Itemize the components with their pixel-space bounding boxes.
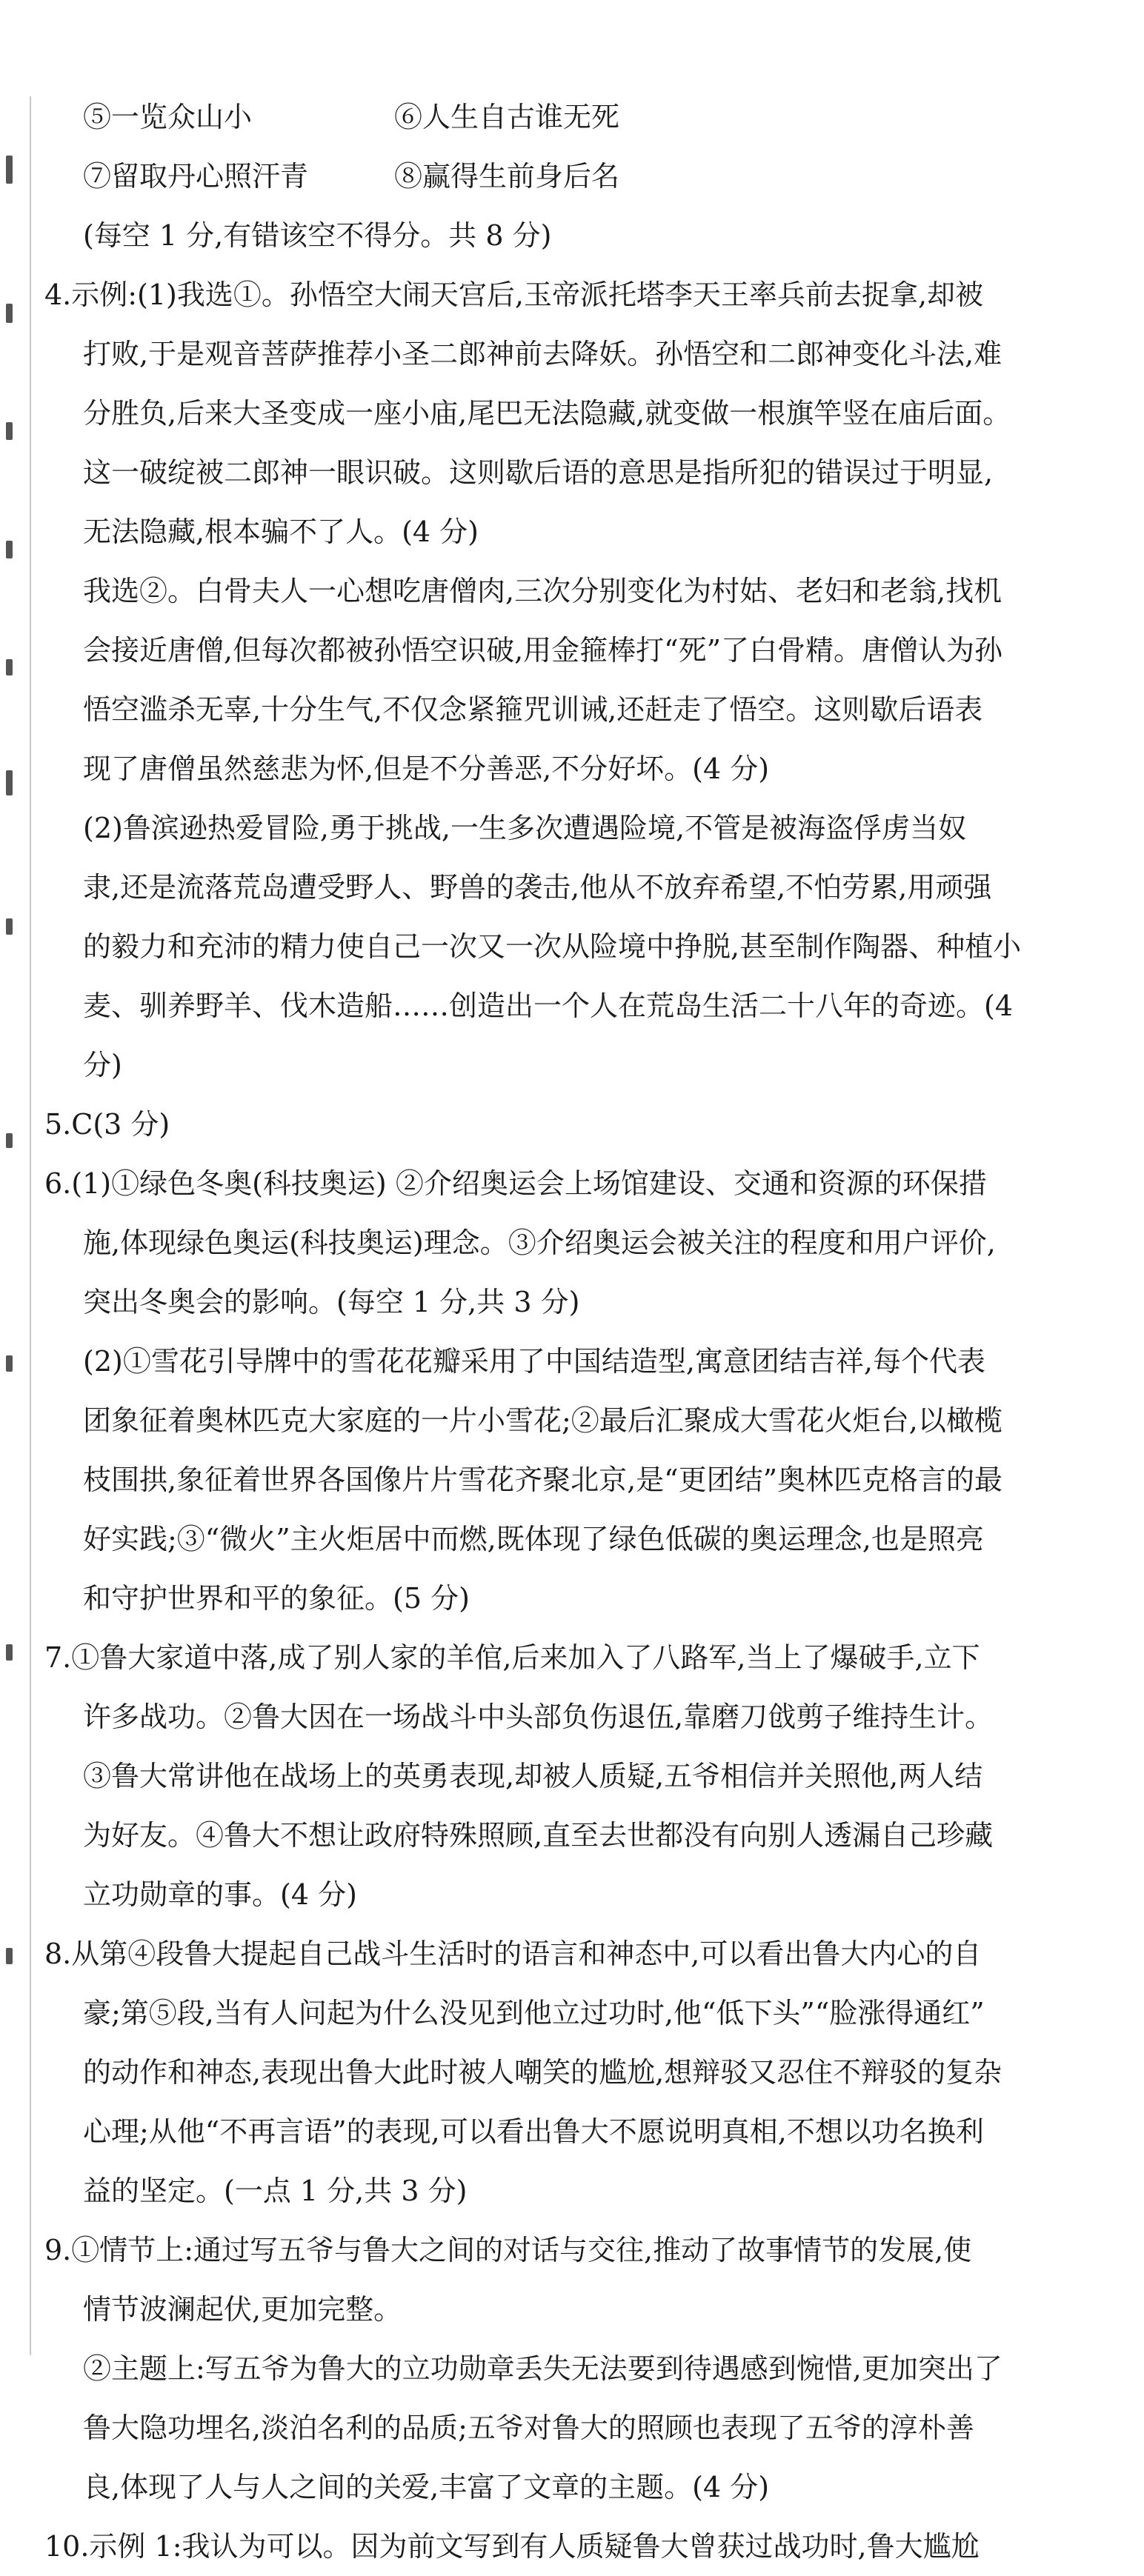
text-line: 鲁大隐功埋名,淡泊名利的品质;五爷对鲁大的照顾也表现了五爷的淳朴善 — [83, 2412, 974, 2444]
binding-line — [30, 96, 31, 2355]
answer-cell: ⑤一览众山小 — [83, 101, 253, 133]
text-line: 隶,还是流落荒岛遭受野人、野兽的袭击,他从不放弃希望,不怕劳累,用顽强 — [83, 871, 992, 904]
question-9 — [44, 2220, 1123, 2517]
text-line: 悟空滥杀无辜,十分生气,不仅念紧箍咒训诫,还赶走了悟空。这则歇后语表 — [83, 693, 983, 726]
margin-mark — [6, 304, 13, 323]
text-line: 的毅力和充沛的精力使自己一次又一次从险境中挣脱,甚至制作陶器、种植小 — [83, 930, 1022, 963]
score-note: (每空 1 分,有错该空不得分。共 8 分) — [83, 219, 552, 252]
margin-mark — [6, 659, 13, 675]
text-line: 好实践;③“微火”主火炬居中而燃,既体现了绿色低碳的奥运理念,也是照亮 — [83, 1523, 984, 1555]
text-line: 施,体现绿色奥运(科技奥运)理念。③介绍奥运会被关注的程度和用户评价, — [83, 1227, 996, 1259]
text-line: 打败,于是观音菩萨推荐小圣二郎神前去降妖。孙悟空和二郎神变化斗法,难 — [83, 338, 1002, 370]
text-line: 这一破绽被二郎神一眼识破。这则歇后语的意思是指所犯的错误过于明显, — [83, 456, 994, 489]
text-line: (2)①雪花引导牌中的雪花花瓣采用了中国结造型,寓意团结吉祥,每个代表 — [83, 1345, 985, 1378]
question-4 — [44, 265, 1123, 1095]
text-line: 心理;从他“不再言语”的表现,可以看出鲁大不愿说明真相,不想以功名换利 — [83, 2115, 984, 2148]
text-line: 无法隐藏,根本骗不了人。(4 分) — [83, 515, 479, 548]
margin-mark — [6, 918, 13, 935]
text-line: ③鲁大常讲他在战场上的英勇表现,却被人质疑,五爷相信并关照他,两人结 — [83, 1760, 983, 1792]
q3-fragment — [44, 87, 1123, 265]
text-line: 的动作和神态,表现出鲁大此时被人嘲笑的尴尬,想辩驳又忍住不辩驳的复杂 — [83, 2056, 1002, 2089]
text-line: (2)鲁滨逊热爱冒险,勇于挑战,一生多次遭遇险境,不管是被海盗俘虏当奴 — [83, 812, 967, 844]
text-line: 9.①情节上:通过写五爷与鲁大之间的对话与交往,推动了故事情节的发展,使 — [44, 2234, 972, 2266]
text-line: 良,体现了人与人之间的关爱,丰富了文章的主题。(4 分) — [83, 2471, 770, 2503]
question-6 — [44, 1154, 1123, 1628]
answer-row — [83, 87, 1123, 147]
binding-margin — [0, 81, 37, 2340]
text-line: 团象征着奥林匹克大家庭的一片小雪花;②最后汇聚成大雪花火炬台,以橄榄 — [83, 1404, 1002, 1437]
text-line: 我选②。白骨夫人一心想吃唐僧肉,三次分别变化为村姑、老妇和老翁,找机 — [83, 575, 1002, 607]
question-8 — [44, 1924, 1123, 2220]
text-line: 现了唐僧虽然慈悲为怀,但是不分善恶,不分好坏。(4 分) — [83, 753, 770, 785]
text-line: 10.示例 1:我认为可以。因为前文写到有人质疑鲁大曾获过战功时,鲁大尴尬 — [44, 2530, 980, 2563]
margin-mark — [6, 1948, 13, 1964]
text-line: ②主题上:写五爷为鲁大的立功勋章丢失无法要到待遇感到惋惜,更加突出了 — [83, 2352, 1002, 2385]
answer-cell: ⑦留取丹心照汗青 — [83, 160, 309, 193]
text-line: 会接近唐僧,但每次都被孙悟空识破,用金箍棒打“死”了白骨精。唐僧认为孙 — [83, 634, 1003, 667]
text-line: 情节波澜起伏,更加完整。 — [83, 2293, 402, 2326]
answer-text — [44, 87, 1123, 2576]
text-line: 8.从第④段鲁大提起自己战斗生活时的语言和神态中,可以看出鲁大内心的自 — [44, 1938, 982, 1970]
answer-cell: ⑧赢得生前身后名 — [394, 160, 620, 193]
margin-mark — [6, 1133, 13, 1148]
margin-mark — [6, 541, 13, 558]
text-line: 分胜负,后来大圣变成一座小庙,尾巴无法隐藏,就变做一根旗竿竖在庙后面。 — [83, 397, 1011, 430]
text-line: 益的坚定。(一点 1 分,共 3 分) — [83, 2175, 468, 2207]
answer-cell: ⑥人生自古谁无死 — [394, 101, 620, 133]
text-line: 和守护世界和平的象征。(5 分) — [83, 1582, 470, 1615]
text-line: 4.示例:(1)我选①。孙悟空大闹天宫后,玉帝派托塔李天王率兵前去捉拿,却被 — [44, 278, 984, 311]
margin-mark — [6, 1355, 13, 1372]
text-line: 5.C(3 分) — [44, 1108, 170, 1141]
text-line: 为好友。④鲁大不想让政府特殊照顾,直至去世都没有向别人透漏自己珍藏 — [83, 1819, 994, 1852]
text-line: 6.(1)①绿色冬奥(科技奥运) ②介绍奥运会上场馆建设、交通和资源的环保措 — [44, 1167, 987, 1200]
text-line: 麦、驯养野羊、伐木造船……创造出一个人在荒岛生活二十八年的奇迹。(4 — [83, 990, 1014, 1022]
question-5 — [44, 1095, 1123, 1154]
margin-mark — [6, 422, 13, 440]
text-line: 突出冬奥会的影响。(每空 1 分,共 3 分) — [83, 1286, 580, 1318]
text-line: 7.①鲁大家道中落,成了别人家的羊倌,后来加入了八路军,当上了爆破手,立下 — [44, 1641, 980, 1674]
text-line: 立功勋章的事。(4 分) — [83, 1878, 357, 1911]
question-7 — [44, 1628, 1123, 1924]
answer-row — [83, 147, 1123, 206]
margin-mark — [6, 156, 13, 184]
text-line: 许多战功。②鲁大因在一场战斗中头部负伤退伍,靠磨刀戗剪子维持生计。 — [83, 1701, 994, 1733]
margin-mark — [6, 770, 13, 795]
text-line: 分) — [83, 1049, 122, 1081]
text-line: 豪;第⑤段,当有人问起为什么没见到他立过功时,他“低下头”“脸涨得通红” — [83, 1997, 985, 2029]
margin-mark — [6, 1644, 13, 1661]
text-line: 枝围拱,象征着世界各国像片片雪花齐聚北京,是“更团结”奥林匹克格言的最 — [83, 1464, 1003, 1496]
question-10 — [44, 2517, 1123, 2576]
